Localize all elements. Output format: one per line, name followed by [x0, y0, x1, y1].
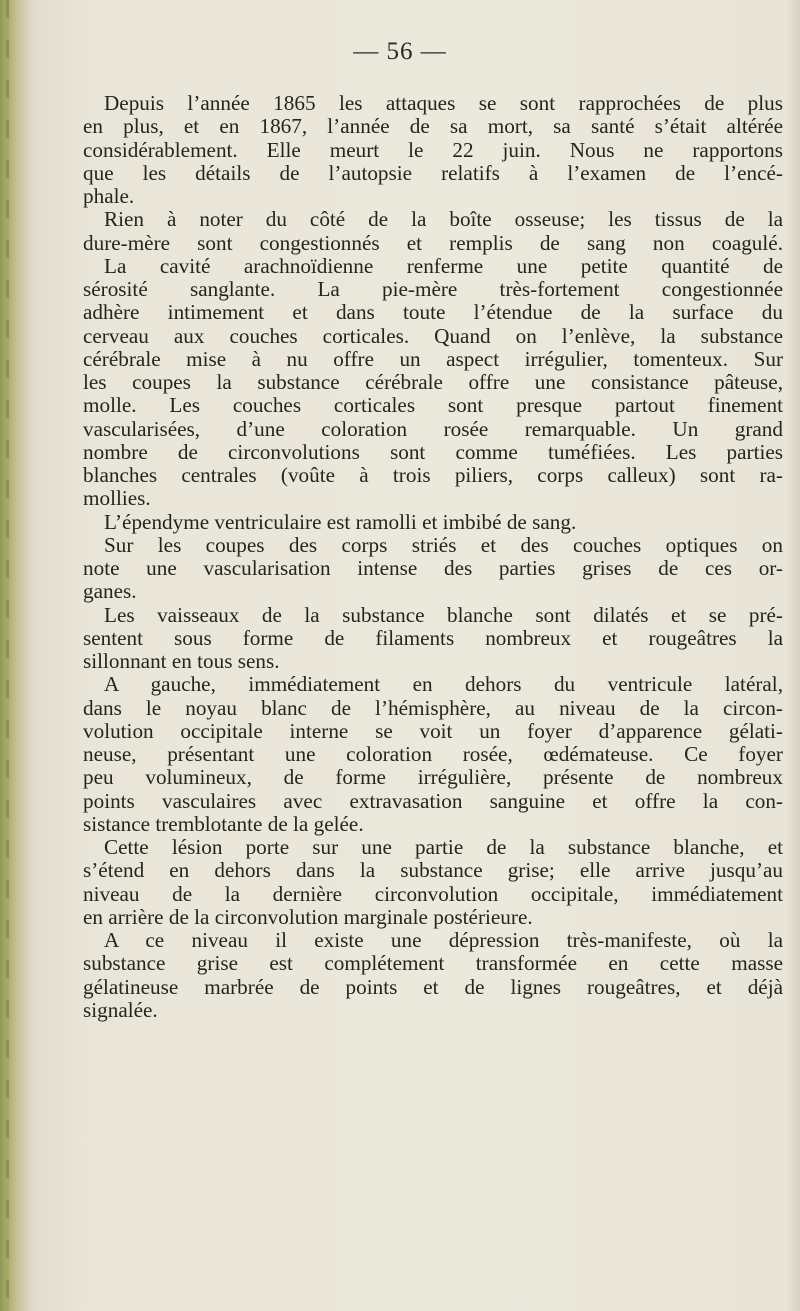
text-line: en plus, et en 1867, l’année de sa mort, sa santé s’était altérée [83, 115, 783, 139]
text-line: phale. [83, 184, 135, 208]
text-line: signalée. [83, 997, 158, 1022]
text-line: A ce niveau il existe une dépression très-manifeste, où la [104, 929, 783, 952]
text-line: dans le noyau blanc de l’hémisphère, au niveau de la circon- [83, 696, 783, 720]
text-line: dure-mère sont congestionnés et remplis de sang non coagulé. [83, 231, 783, 255]
text-line: adhère intimement et dans toute l’étendue de la surface du [83, 301, 783, 325]
text-line: gélatineuse marbrée de points et de lignes rougeâtres, et déjà [83, 975, 783, 999]
text-line: Depuis l’année 1865 les attaques se sont rapprochées de plus [104, 92, 783, 115]
text-line: Cette lésion porte sur une partie de la substance blanche, et [104, 836, 783, 859]
text-line: Rien à noter du côté de la boîte osseuse; les tissus de la [104, 208, 783, 232]
text-line: sistance tremblotante de la gelée. [83, 811, 364, 836]
body-text [83, 92, 783, 1022]
text-line: volution occipitale interne se voit un foyer d’apparence gélati- [83, 719, 783, 743]
text-line: les coupes la substance cérébrale offre une consistance pâteuse, [83, 371, 783, 394]
text-line: points vasculaires avec extravasation sanguine et offre la con- [83, 789, 783, 813]
text-line: neuse, présentant une coloration rosée, œdémateuse. Ce foyer [83, 743, 783, 766]
text-line: A gauche, immédiatement en dehors du ventricule latéral, [104, 673, 783, 697]
text-line: peu volumineux, de forme irrégulière, présente de nombreux [83, 766, 783, 790]
text-line: substance grise est complétement transformée en cette masse [83, 952, 783, 976]
text-line: sentent sous forme de filaments nombreux et rougeâtres la [83, 626, 783, 650]
text-line: considérablement. Elle meurt le 22 juin. Nous ne rapportons [83, 138, 783, 162]
text-line: Sur les coupes des corps striés et des couches optiques on [104, 533, 783, 557]
text-line: en arrière de la circonvolution marginale postérieure. [83, 904, 533, 929]
text-line: ganes. [83, 579, 137, 604]
text-line: note une vascularisation intense des parties grises de ces or- [83, 557, 783, 580]
text-line: que les détails de l’autopsie relatifs à l’examen de l’encé- [83, 161, 783, 185]
text-line: Les vaisseaux de la substance blanche sont dilatés et se pré- [104, 603, 783, 627]
book-binding-edge [0, 0, 30, 1311]
text-line: mollies. [83, 486, 151, 511]
text-line: niveau de la dernière circonvolution occipitale, immédiatement [83, 882, 783, 906]
page-edge-shadow [786, 0, 800, 1311]
text-line: vascularisées, d’une coloration rosée remarquable. Un grand [83, 417, 783, 441]
text-line: nombre de circonvolutions sont comme tuméfiées. Les parties [83, 440, 783, 464]
text-line: s’étend en dehors dans la substance grise; elle arrive jusqu’au [83, 859, 783, 883]
text-line: sillonnant en tous sens. [83, 649, 280, 673]
page-number: — 56 — [353, 38, 447, 65]
text-line: cérébrale mise à nu offre un aspect irrégulier, tomenteux. Sur [83, 347, 783, 371]
text-line: La cavité arachnoïdienne renferme une petite quantité de [104, 254, 783, 278]
text-line: sérosité sanglante. La pie-mère très-fortement congestionnée [83, 278, 783, 301]
text-line: L’épendyme ventriculaire est ramolli et imbibé de sang. [104, 509, 577, 534]
text-line: molle. Les couches corticales sont presque partout finement [83, 394, 783, 418]
text-line: blanches centrales (voûte à trois piliers, corps calleux) sont ra- [83, 464, 783, 487]
text-line: cerveau aux couches corticales. Quand on l’enlève, la substance [83, 324, 783, 348]
